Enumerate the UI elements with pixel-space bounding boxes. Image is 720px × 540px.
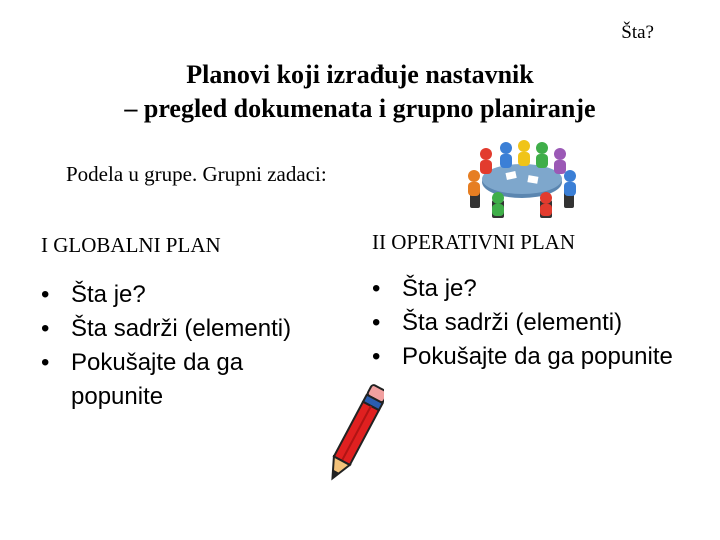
bullet-icon: • (41, 349, 50, 376)
left-column-heading: I GLOBALNI PLAN (41, 233, 221, 257)
left-bullet-list (41, 278, 341, 414)
subtitle: Podela u grupe. Grupni zadaci: (66, 162, 327, 186)
corner-label: Šta? (621, 22, 654, 43)
list-item-text: Šta sadrži (elementi) (71, 315, 292, 342)
pencil-icon (326, 380, 384, 492)
bullet-icon: • (41, 315, 50, 342)
right-column-heading: II OPERATIVNI PLAN (372, 230, 575, 254)
list-item (41, 278, 341, 312)
title-line-1: Planovi koji izrađuje nastavnik (186, 60, 534, 89)
list-item-text: Pokušajte da ga popunite (71, 349, 244, 410)
right-bullet-list (372, 272, 682, 374)
list-item (372, 306, 682, 340)
list-item (372, 340, 682, 374)
page-title (0, 58, 720, 126)
bullet-icon: • (41, 281, 50, 308)
list-item (372, 272, 682, 306)
group-meeting-icon (462, 136, 582, 222)
list-item (41, 346, 341, 414)
list-item-text: Šta je? (71, 281, 146, 308)
title-line-2: – pregled dokumenata i grupno planiranje (124, 94, 596, 123)
bullet-icon: • (372, 309, 381, 336)
list-item-text: Šta sadrži (elementi) (402, 309, 623, 336)
bullet-icon: • (372, 275, 381, 302)
bullet-icon: • (372, 343, 381, 370)
list-item-text: Pokušajte da ga popunite (402, 343, 673, 370)
list-item-text: Šta je? (402, 275, 477, 302)
list-item (41, 312, 341, 346)
